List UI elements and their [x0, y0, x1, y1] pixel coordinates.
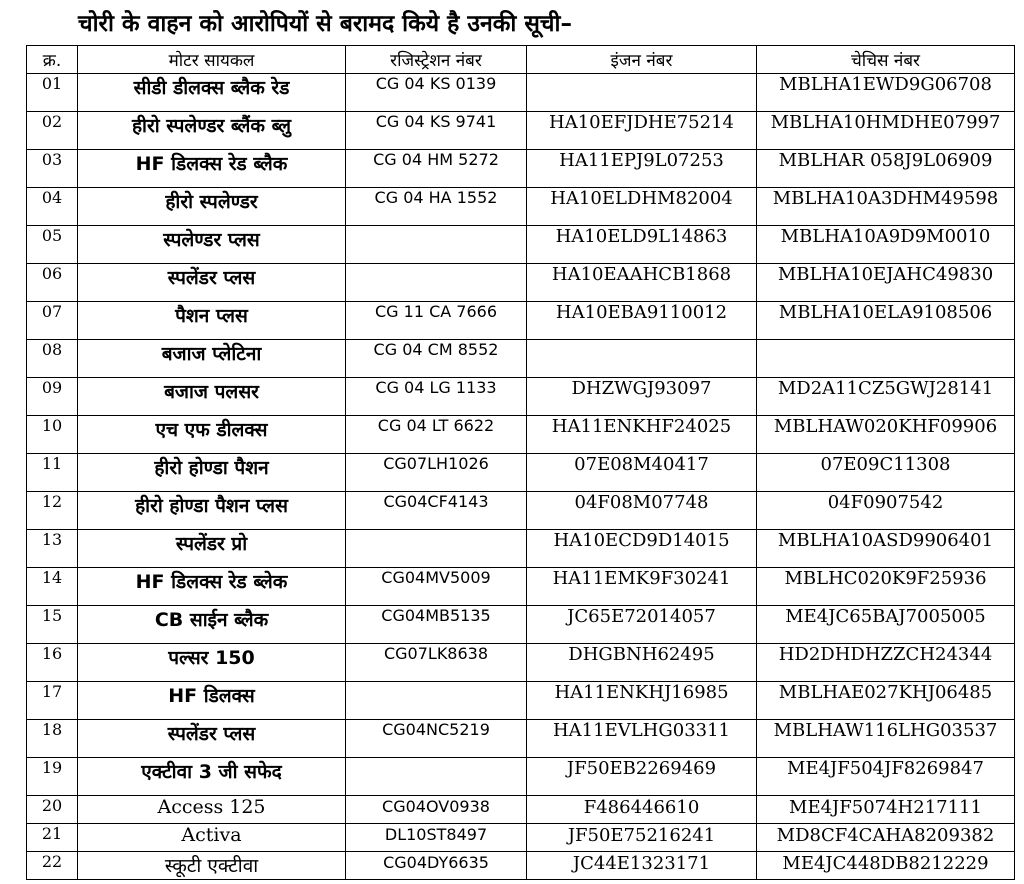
table-row: [27, 150, 1015, 188]
serial-number-cell: 12: [27, 492, 78, 530]
chassis-number-cell: MBLHAE027KHJ06485: [757, 682, 1015, 720]
table-row: [27, 568, 1015, 606]
engine-number-cell: [527, 74, 757, 112]
motorcycle-cell: CB साईन ब्लैक: [78, 606, 346, 644]
serial-number-cell: 05: [27, 226, 78, 264]
table-row: [27, 74, 1015, 112]
registration-number-cell: CG 04 LT 6622: [346, 416, 527, 454]
engine-number-cell: JF50E75216241: [527, 824, 757, 852]
registration-number-cell: CG04CF4143: [346, 492, 527, 530]
column-header-serial: क्र.: [27, 46, 78, 74]
registration-number-cell: CG04DY6635: [346, 852, 527, 880]
chassis-number-cell: MBLHA10HMDHE07997: [757, 112, 1015, 150]
motorcycle-cell: HF डिलक्स: [78, 682, 346, 720]
table-row: [27, 758, 1015, 796]
column-header-motorcycle: मोटर सायकल: [78, 46, 346, 74]
column-header-engine: इंजन नंबर: [527, 46, 757, 74]
motorcycle-cell: हीरो होण्डा पैशन प्लस: [78, 492, 346, 530]
table-row: [27, 378, 1015, 416]
table-row: [27, 682, 1015, 720]
motorcycle-cell: स्कूटी एक्टीवा: [78, 852, 346, 880]
table-row: [27, 112, 1015, 150]
chassis-number-cell: MBLHAW020KHF09906: [757, 416, 1015, 454]
table-row: [27, 454, 1015, 492]
chassis-number-cell: MBLHA10EJAHC49830: [757, 264, 1015, 302]
serial-number-cell: 10: [27, 416, 78, 454]
registration-number-cell: CG 04 CM 8552: [346, 340, 527, 378]
engine-number-cell: DHZWGJ93097: [527, 378, 757, 416]
table-row: [27, 852, 1015, 880]
table-row: [27, 492, 1015, 530]
engine-number-cell: HA11EPJ9L07253: [527, 150, 757, 188]
table-row: [27, 188, 1015, 226]
table-row: [27, 606, 1015, 644]
table-row: [27, 340, 1015, 378]
serial-number-cell: 02: [27, 112, 78, 150]
serial-number-cell: 19: [27, 758, 78, 796]
table-row: [27, 302, 1015, 340]
chassis-number-cell: 04F0907542: [757, 492, 1015, 530]
serial-number-cell: 06: [27, 264, 78, 302]
motorcycle-cell: स्पलेण्डर प्लस: [78, 226, 346, 264]
engine-number-cell: 07E08M40417: [527, 454, 757, 492]
table-row: [27, 720, 1015, 758]
serial-number-cell: 21: [27, 824, 78, 852]
chassis-number-cell: 07E09C11308: [757, 454, 1015, 492]
chassis-number-cell: [757, 340, 1015, 378]
serial-number-cell: 04: [27, 188, 78, 226]
engine-number-cell: HA11EVLHG03311: [527, 720, 757, 758]
table-row: [27, 530, 1015, 568]
table-row: [27, 264, 1015, 302]
table-row: [27, 226, 1015, 264]
chassis-number-cell: MBLHAW116LHG03537: [757, 720, 1015, 758]
engine-number-cell: [527, 340, 757, 378]
engine-number-cell: HA11ENKHF24025: [527, 416, 757, 454]
serial-number-cell: 17: [27, 682, 78, 720]
motorcycle-cell: पैशन प्लस: [78, 302, 346, 340]
motorcycle-cell: हीरो स्पलेण्डर: [78, 188, 346, 226]
engine-number-cell: 04F08M07748: [527, 492, 757, 530]
motorcycle-cell: सीडी डीलक्स ब्लैक रेड: [78, 74, 346, 112]
chassis-number-cell: MBLHA1EWD9G06708: [757, 74, 1015, 112]
motorcycle-cell: पल्सर 150: [78, 644, 346, 682]
motorcycle-cell: एक्टीवा 3 जी सफेद: [78, 758, 346, 796]
registration-number-cell: CG04MV5009: [346, 568, 527, 606]
serial-number-cell: 15: [27, 606, 78, 644]
registration-number-cell: CG 04 HA 1552: [346, 188, 527, 226]
motorcycle-cell: बजाज प्लेटिना: [78, 340, 346, 378]
chassis-number-cell: HD2DHDHZZCH24344: [757, 644, 1015, 682]
registration-number-cell: [346, 264, 527, 302]
serial-number-cell: 16: [27, 644, 78, 682]
motorcycle-cell: HF डिलक्स रेड ब्लेक: [78, 568, 346, 606]
registration-number-cell: CG04MB5135: [346, 606, 527, 644]
engine-number-cell: HA10EBA9110012: [527, 302, 757, 340]
engine-number-cell: HA10EFJDHE75214: [527, 112, 757, 150]
chassis-number-cell: MBLHA10ELA9108506: [757, 302, 1015, 340]
serial-number-cell: 11: [27, 454, 78, 492]
engine-number-cell: F486446610: [527, 796, 757, 824]
table-row: [27, 796, 1015, 824]
serial-number-cell: 09: [27, 378, 78, 416]
chassis-number-cell: ME4JF504JF8269847: [757, 758, 1015, 796]
table-row: [27, 416, 1015, 454]
chassis-number-cell: MBLHA10A3DHM49598: [757, 188, 1015, 226]
table-header-row: [27, 46, 1015, 74]
motorcycle-cell: स्पलेंडर प्लस: [78, 264, 346, 302]
registration-number-cell: CG 04 LG 1133: [346, 378, 527, 416]
chassis-number-cell: MBLHC020K9F25936: [757, 568, 1015, 606]
motorcycle-cell: हीरो स्पलेण्डर ब्लैंक ब्लु: [78, 112, 346, 150]
motorcycle-cell: एच एफ डीलक्स: [78, 416, 346, 454]
document-heading: चोरी के वाहन को आरोपियों से बरामद किये है उनकी सूची–: [78, 11, 572, 37]
registration-number-cell: CG 11 CA 7666: [346, 302, 527, 340]
table-row: [27, 644, 1015, 682]
registration-number-cell: [346, 758, 527, 796]
chassis-number-cell: MD8CF4CAHA8209382: [757, 824, 1015, 852]
serial-number-cell: 18: [27, 720, 78, 758]
registration-number-cell: CG04OV0938: [346, 796, 527, 824]
engine-number-cell: JF50EB2269469: [527, 758, 757, 796]
registration-number-cell: CG07LH1026: [346, 454, 527, 492]
chassis-number-cell: MBLHA10ASD9906401: [757, 530, 1015, 568]
chassis-number-cell: ME4JC65BAJ7005005: [757, 606, 1015, 644]
serial-number-cell: 08: [27, 340, 78, 378]
registration-number-cell: DL10ST8497: [346, 824, 527, 852]
motorcycle-cell: स्पलेंडर प्लस: [78, 720, 346, 758]
motorcycle-cell: HF डिलक्स रेड ब्लैक: [78, 150, 346, 188]
engine-number-cell: HA11ENKHJ16985: [527, 682, 757, 720]
chassis-number-cell: MD2A11CZ5GWJ28141: [757, 378, 1015, 416]
motorcycle-cell: हीरो होण्डा पैशन: [78, 454, 346, 492]
engine-number-cell: HA11EMK9F30241: [527, 568, 757, 606]
registration-number-cell: [346, 530, 527, 568]
registration-number-cell: CG 04 HM 5272: [346, 150, 527, 188]
motorcycle-cell: बजाज पलसर: [78, 378, 346, 416]
engine-number-cell: HA10ECD9D14015: [527, 530, 757, 568]
registration-number-cell: CG 04 KS 0139: [346, 74, 527, 112]
chassis-number-cell: ME4JF5074H217111: [757, 796, 1015, 824]
chassis-number-cell: ME4JC448DB8212229: [757, 852, 1015, 880]
chassis-number-cell: MBLHAR 058J9L06909: [757, 150, 1015, 188]
engine-number-cell: DHGBNH62495: [527, 644, 757, 682]
registration-number-cell: [346, 682, 527, 720]
registration-number-cell: CG 04 KS 9741: [346, 112, 527, 150]
registration-number-cell: CG07LK8638: [346, 644, 527, 682]
serial-number-cell: 03: [27, 150, 78, 188]
serial-number-cell: 01: [27, 74, 78, 112]
motorcycle-cell: स्पलेंडर प्रो: [78, 530, 346, 568]
serial-number-cell: 07: [27, 302, 78, 340]
registration-number-cell: [346, 226, 527, 264]
serial-number-cell: 22: [27, 852, 78, 880]
engine-number-cell: JC65E72014057: [527, 606, 757, 644]
table-row: [27, 824, 1015, 852]
registration-number-cell: CG04NC5219: [346, 720, 527, 758]
engine-number-cell: HA10ELDHM82004: [527, 188, 757, 226]
motorcycle-cell: Access 125: [78, 796, 346, 824]
engine-number-cell: HA10ELD9L14863: [527, 226, 757, 264]
column-header-registration: रजिस्ट्रेशन नंबर: [346, 46, 527, 74]
serial-number-cell: 13: [27, 530, 78, 568]
recovered-vehicles-table: [26, 45, 1015, 880]
engine-number-cell: HA10EAAHCB1868: [527, 264, 757, 302]
column-header-chassis: चेचिस नंबर: [757, 46, 1015, 74]
chassis-number-cell: MBLHA10A9D9M0010: [757, 226, 1015, 264]
serial-number-cell: 14: [27, 568, 78, 606]
serial-number-cell: 20: [27, 796, 78, 824]
motorcycle-cell: Activa: [78, 824, 346, 852]
engine-number-cell: JC44E1323171: [527, 852, 757, 880]
